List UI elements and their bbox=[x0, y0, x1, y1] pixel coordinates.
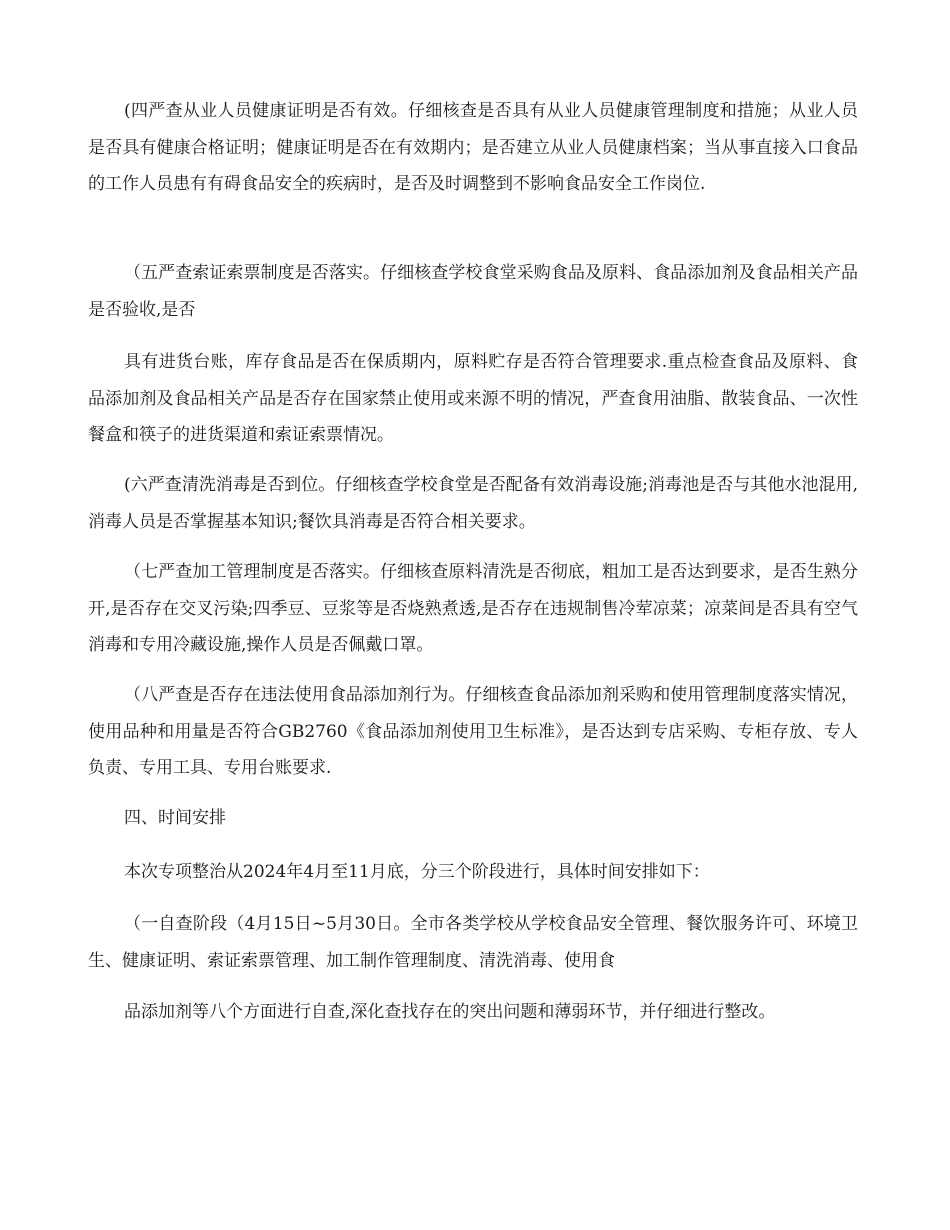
paragraph-food-additives: （八严查是否存在违法使用食品添加剂行为。仔细核查食品添加剂采购和使用管理制度落实情况，使用品种和用量是否符合GB2760《食品添加剂使用卫生标准》，是否达到专店采购、专柜存放、专人负责、专用工具、专用台账要求. bbox=[88, 685, 858, 778]
paragraph-self-inspection-stage: （一自查阶段（4月15日~5月30日。全市各类学校从学校食品安全管理、餐饮服务许可、环境卫生、健康证明、索证索票管理、加工制作管理制度、清洗消毒、使用食 bbox=[88, 914, 858, 971]
paragraph-procurement-records-continued: 具有进货台账，库存食品是否在保质期内，原料贮存是否符合管理要求.重点检查食品及原料、食品添加剂及食品相关产品是否存在国家禁止使用或来源不明的情况，严查食用油脂、散装食品、一次性餐盒和筷子的进货渠道和索证索票情况。 bbox=[88, 352, 858, 445]
paragraph-schedule-intro: 本次专项整治从2024年4月至11月底，分三个阶段进行，具体时间安排如下： bbox=[124, 862, 710, 882]
section-heading-schedule: 四、时间安排 bbox=[124, 808, 226, 828]
paragraph-self-inspection-continued: 品添加剂等八个方面进行自查,深化查找存在的突出问题和薄弱环节，并仔细进行整改。 bbox=[124, 1002, 776, 1022]
paragraph-health-certificates: (四严查从业人员健康证明是否有效。仔细核查是否具有从业人员健康管理制度和措施；从业人员是否具有健康合格证明；健康证明是否在有效期内；是否建立从业人员健康档案；当从事直接入口食品的工作人员患有有碍食品安全的疾病时，是否及时调整到不影响食品安全工作岗位. bbox=[88, 101, 858, 194]
paragraph-cleaning-disinfection: (六严查清洗消毒是否到位。仔细核查学校食堂是否配备有效消毒设施;消毒池是否与其他水池混用,消毒人员是否掌握基本知识;餐饮具消毒是否符合相关要求。 bbox=[88, 475, 858, 532]
paragraph-processing-management: （七严查加工管理制度是否落实。仔细核查原料清洗是否彻底，粗加工是否达到要求，是否生熟分开,是否存在交叉污染;四季豆、豆浆等是否烧熟煮透,是否存在违规制售冷荤凉菜；凉菜间是否具有空气消毒和专用冷藏设施,操作人员是否佩戴口罩。 bbox=[88, 562, 858, 655]
paragraph-procurement-records: （五严查索证索票制度是否落实。仔细核查学校食堂采购食品及原料、食品添加剂及食品相关产品是否验收,是否 bbox=[88, 263, 858, 320]
